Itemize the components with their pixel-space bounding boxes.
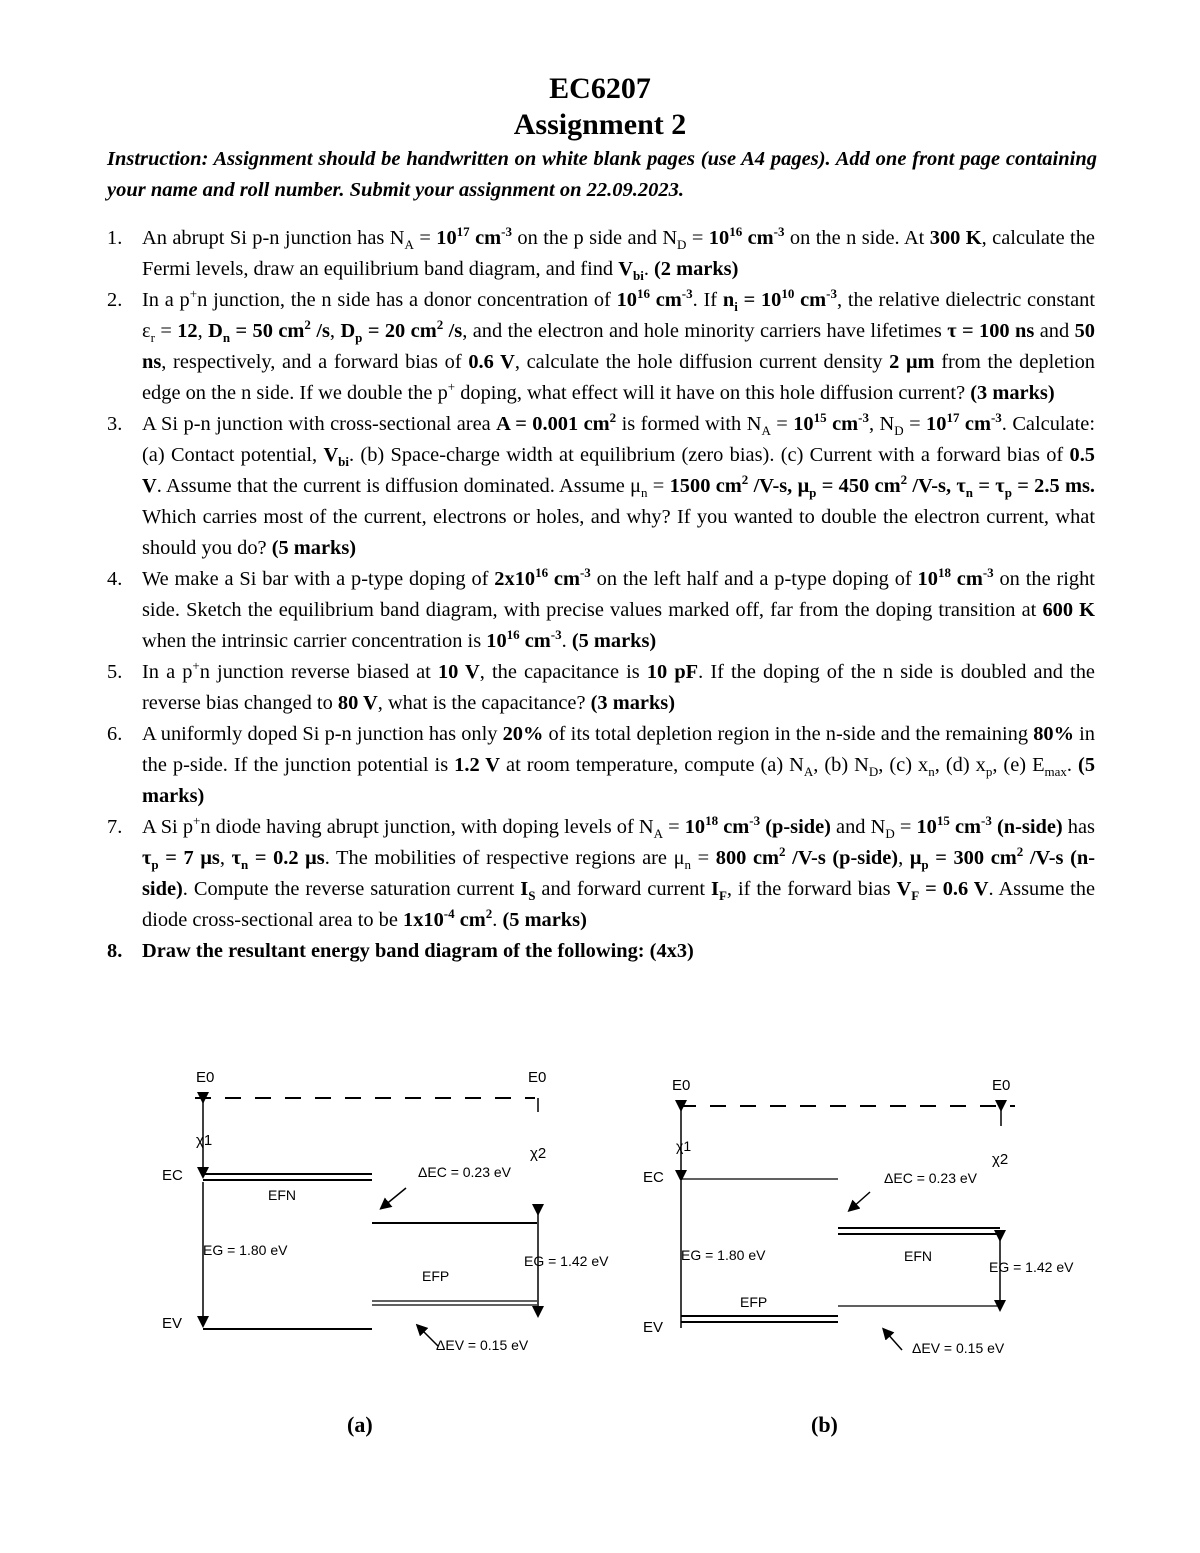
question-number: 2. xyxy=(107,289,123,311)
question-text: A Si p+n diode having abrupt junction, with doping levels of $N_A = 10^{18}$ $cm^{-3}$ (p-side) and $N_D = 10^{15}$ $cm^{-3}$ (n-side) has $\tau_p = 7$ μs, $\tau_n = 0.2$ μs. The mobilities of respective regions are $\mu_n = 800$ $cm^2$ /V-s (p-side), $\mu_p = 300$ $cm^2$ /V-s (n-side). Compute the reverse saturation current $I_S$ and forward current $I_F$, if the forward bias $V_F = 0.6$ V. Assume the diode cross-sectional area to be $1x10^{-4}$ $cm^2$. (5 marks) xyxy=(142,813,1096,931)
delta-ev-label: ΔEV = 0.15 eV xyxy=(436,1337,529,1353)
delta-ev-pointer xyxy=(886,1332,902,1350)
question-text: A Si p-n junction with cross-sectional area A = 0.001 $cm^2$ is formed with $N_A = 10^{15}$ $cm^{-3}$, $N_D = 10^{17}$ $cm^{-3}$. Calculate: (a) Contact potential, $V_{bi}$. (b) Space-charge width at equilibrium (zero bias). (c) Current with a forward bias of 0.5 V. Assume that the current is diffusion dominated. Assume $\mu_n = 1500$ $cm^2$ /V-s, $\mu_p = 450$ $cm^2$ /V-s, $\tau_n = \tau_p = 2.5$ ms. Which carries most of the current, electrons or holes, and why? If you wanted to double the electron current, what should you do? (5 marks) xyxy=(142,410,1095,559)
chi1-label: χ1 xyxy=(676,1138,692,1154)
bandgap-label-left: EG = 1.80 eV xyxy=(681,1247,766,1263)
figure-b-diagram xyxy=(643,1077,1074,1356)
delta-ec-label: ΔEC = 0.23 eV xyxy=(418,1164,512,1180)
question-number: 3. xyxy=(107,413,123,435)
vacuum-level-label: E0 xyxy=(528,1069,547,1086)
valence-band-label: EV xyxy=(643,1319,664,1336)
question-text: In a p+n junction, the n side has a donor concentration of $10^{16}$ $cm^{-3}$. If $n_i = 10^{10}$ $cm^{-3}$, the relative dielectric constant $\varepsilon_r = 12$, $D_n = 50$ $cm^2$ /s, $D_p = 20$ $cm^2$ /s, and the electron and hole minority carriers have lifetimes τ = 100 ns and 50 ns, respectively, and a forward bias of 0.6 V, calculate the hole diffusion current density 2 μm from the depletion edge on the n side. If we double the p+ doping, what effect will it have on this hole diffusion current? (3 marks) xyxy=(142,286,1096,404)
delta-ec-pointer xyxy=(852,1192,870,1208)
question-number: 4. xyxy=(107,568,123,590)
fermi-level-label: EFN xyxy=(268,1187,296,1203)
chi1-label: χ1 xyxy=(196,1132,213,1149)
question-item xyxy=(107,657,1095,719)
conduction-band-label: EC xyxy=(643,1169,664,1186)
valence-band-label: EV xyxy=(162,1315,183,1332)
question-item xyxy=(107,223,1095,285)
conduction-band-label: EC xyxy=(162,1167,183,1184)
chi2-label: χ2 xyxy=(992,1151,1009,1168)
question-number: 6. xyxy=(107,723,123,745)
course-code: EC6207 xyxy=(549,72,651,105)
question-text: An abrupt Si p-n junction has $N_A = 10^{17}$ $cm^{-3}$ on the p side and $N_D = 10^{16}$ $cm^{-3}$ on the n side. At 300 K, calculate the Fermi levels, draw an equilibrium band diagram, and find $V_{bi}$. (2 marks) xyxy=(142,224,1095,284)
question-number: 1. xyxy=(107,227,123,249)
question-item xyxy=(107,719,1095,812)
question-text: We make a Si bar with a p-type doping of $2x10^{16}$ $cm^{-3}$ on the left half and a p-type doping of $10^{18}$ $cm^{-3}$ on the right side. Sketch the equilibrium band diagram, with precise values marked off, far from the doping transition at 600 K when the intrinsic carrier concentration is $10^{16}$ $cm^{-3}$. (5 marks) xyxy=(142,565,1096,652)
question-item xyxy=(107,812,1095,936)
question-item xyxy=(107,409,1095,564)
bandgap-label-right: EG = 1.42 eV xyxy=(524,1253,609,1269)
question-item xyxy=(107,936,1095,967)
vacuum-level-label: E0 xyxy=(992,1077,1011,1094)
bandgap-label-right: EG = 1.42 eV xyxy=(989,1259,1074,1275)
figure-a-diagram xyxy=(162,1069,609,1353)
instruction-text: Instruction: Assignment should be handwritten on white blank pages (use A4 pages). Add one front page containing your name and roll number. Submit your assignment on 22.09.2023. xyxy=(107,148,1097,201)
question-number: 7. xyxy=(107,816,123,838)
delta-ev-label: ΔEV = 0.15 eV xyxy=(912,1340,1005,1356)
question-text: A uniformly doped Si p-n junction has only 20% of its total depletion region in the n-side and the remaining 80% in the p-side. If the junction potential is 1.2 V at room temperature, compute (a) $N_A$, (b) $N_D$, (c) $x_n$, (d) $x_p$, (e) $E_{max}$. (5 marks) xyxy=(142,723,1096,807)
question-text: Draw the resultant energy band diagram of the following: (4x3) xyxy=(142,940,694,962)
bandgap-label-left: EG = 1.80 eV xyxy=(203,1242,288,1258)
delta-ec-pointer xyxy=(384,1188,406,1206)
question-text: In a p+n junction reverse biased at 10 V, the capacitance is 10 pF. If the doping of the n side is doubled and the reverse bias changed to 80 V, what is the capacitance? (3 marks) xyxy=(142,658,1095,714)
fermi-level-label: EFP xyxy=(740,1294,768,1310)
fermi-level-label: EFN xyxy=(904,1248,932,1264)
fermi-level-label: EFP xyxy=(422,1268,450,1284)
question-number: 5. xyxy=(107,661,123,683)
band-diagram-figures xyxy=(0,1050,1200,1480)
question-list xyxy=(107,223,1095,967)
figure-caption: (a) xyxy=(347,1412,373,1437)
question-number: 8. xyxy=(107,940,123,962)
assignment-title: Assignment 2 xyxy=(513,108,687,141)
figure-caption: (b) xyxy=(811,1412,838,1437)
vacuum-level-label: E0 xyxy=(672,1077,691,1094)
question-item xyxy=(107,564,1095,657)
question-item xyxy=(107,285,1095,409)
chi2-label: χ2 xyxy=(530,1145,547,1162)
vacuum-level-label: E0 xyxy=(196,1069,215,1086)
delta-ec-label: ΔEC = 0.23 eV xyxy=(884,1170,978,1186)
